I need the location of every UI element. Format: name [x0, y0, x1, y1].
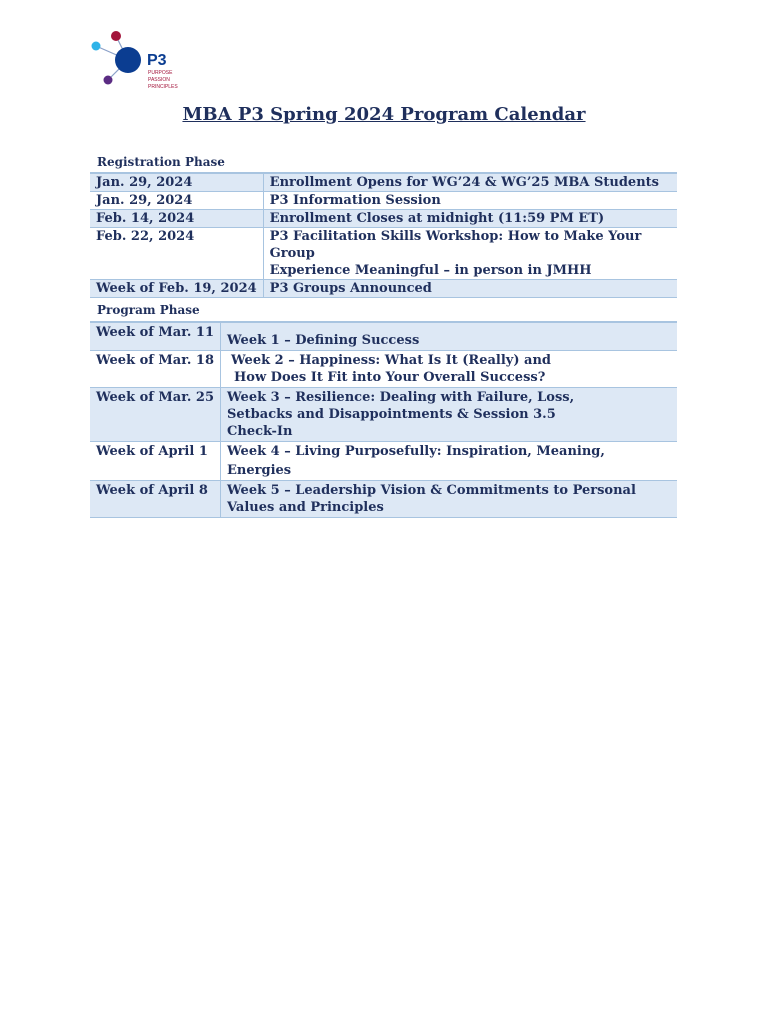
event-cell: Enrollment Closes at midnight (11:59 PM ET) — [269, 211, 605, 226]
table-row — [90, 228, 677, 280]
date-cell: Feb. 22, 2024 — [90, 228, 263, 280]
date-cell: Week of April 1 — [90, 442, 221, 481]
event-cell: Enrollment Opens for WG’24 & WG’25 MBA Students — [269, 175, 659, 190]
event-cell: P3 Information Session — [269, 193, 441, 208]
logo-dot-purple — [104, 76, 113, 85]
table-row — [90, 210, 677, 228]
program-table — [90, 321, 677, 518]
date-cell: Feb. 14, 2024 — [90, 210, 263, 228]
event-cell: Week 1 – Defining Success — [227, 333, 420, 348]
table-row — [90, 351, 677, 388]
date-cell: Week of Feb. 19, 2024 — [90, 280, 263, 298]
table-row — [90, 280, 677, 298]
table-row — [90, 481, 677, 518]
logo-dot-navy — [115, 47, 141, 73]
p3-logo — [88, 28, 188, 94]
logo-tagline-1: PURPOSE — [148, 70, 173, 76]
table-row — [90, 322, 677, 351]
registration-phase-label: Registration Phase — [97, 155, 225, 169]
logo-dot-cyan — [92, 42, 101, 51]
logo-tagline-3: PRINCIPLES — [148, 84, 178, 90]
date-cell: Week of Mar. 18 — [90, 351, 221, 388]
logo-dot-red — [111, 31, 121, 41]
date-cell: Week of Mar. 11 — [90, 322, 221, 351]
event-cell: Week 3 – Resilience: Dealing with Failure, Loss, Setbacks and Disappointments & Session 3.5 Check-In — [227, 390, 575, 439]
page-title: MBA P3 Spring 2024 Program Calendar — [182, 104, 586, 125]
event-cell: P3 Groups Announced — [269, 281, 432, 296]
table-row — [90, 388, 677, 442]
table-row — [90, 442, 677, 481]
event-cell: Week 4 – Living Purposefully: Inspiration, Meaning, Energies — [227, 444, 605, 478]
date-cell: Jan. 29, 2024 — [90, 173, 263, 192]
table-row — [90, 173, 677, 192]
event-cell: Week 5 – Leadership Vision & Commitments to Personal Values and Principles — [227, 483, 636, 515]
date-cell: Jan. 29, 2024 — [90, 192, 263, 210]
registration-table — [90, 172, 677, 298]
program-phase-label: Program Phase — [97, 303, 200, 317]
logo-tagline-2: PASSION — [148, 77, 170, 83]
event-cell: P3 Facilitation Skills Workshop: How to Make Your Group Experience Meaningful – in person in JMHH — [269, 229, 642, 278]
event-cell: Week 2 – Happiness: What Is It (Really) and How Does It Fit into Your Overall Success? — [231, 353, 552, 385]
logo-text: P3 — [147, 52, 167, 69]
table-row — [90, 192, 677, 210]
date-cell: Week of April 8 — [90, 481, 221, 518]
date-cell: Week of Mar. 25 — [90, 388, 221, 442]
